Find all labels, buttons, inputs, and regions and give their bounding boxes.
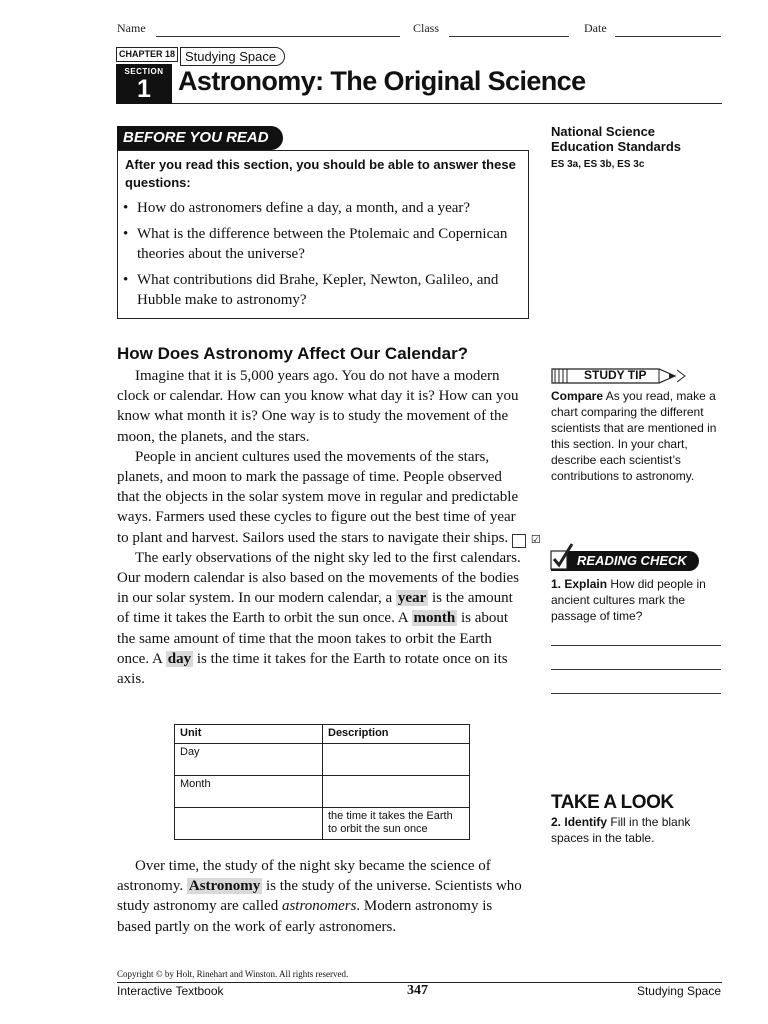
paragraph-text: is the study of the universe. Scientists who study astronomy are called	[117, 878, 522, 915]
paragraph-text: Imagine that it is 5,000 years ago. You do not have a modern clock or calendar. How can you know what day it is? How can you know what month it is? One way is to study the movement of the moon, the planets, and the stars.	[117, 368, 519, 445]
title-rule	[172, 103, 722, 104]
table-header: Unit	[175, 725, 323, 744]
vocab-month: month	[413, 610, 456, 627]
study-tip-lead: Compare	[551, 389, 604, 403]
footer-right: Studying Space	[636, 984, 721, 998]
table-cell: Month	[175, 776, 323, 808]
paragraph-text: Over time, the study of the night sky became the science of astronomy.	[117, 858, 491, 895]
reading-check-tab: READING CHECK	[551, 551, 699, 571]
paragraph-text: . Modern astronomy is based partly on the work of early astronomers.	[117, 898, 493, 935]
take-a-look-lead: Identify	[564, 815, 608, 829]
vocab-year: year	[397, 590, 427, 607]
section-heading: How Does Astronomy Affect Our Calendar?	[117, 344, 469, 363]
paragraph	[117, 856, 527, 937]
answer-line[interactable]	[551, 669, 721, 670]
standards-codes: ES 3a, ES 3b, ES 3c	[551, 159, 645, 170]
reading-check-number: 1.	[551, 577, 562, 591]
paragraph	[117, 366, 527, 447]
table-row	[175, 808, 470, 840]
section-badge	[116, 64, 172, 104]
paragraph-text: People in ancient cultures used the movements of the stars, planets, and moon to mark the passage of time. People observed that the objects in the solar system move in regular and predictable ways. Farmers used these cycles to figure out the best time of year to plant and harvest. Sailors used the stars to navigate their ships.	[117, 448, 519, 546]
chapter-label: CHAPTER 18	[116, 47, 178, 62]
answer-line[interactable]	[551, 693, 721, 694]
checkmark-icon	[548, 541, 576, 571]
reading-check-body: How did people in ancient cultures mark the passage of time?	[551, 577, 706, 623]
emphasis-astronomers: astronomers	[281, 898, 357, 915]
take-a-look-text	[551, 814, 721, 846]
question-item: • What is the difference between the Ptolemaic and Copernican theories about the universe?	[123, 224, 523, 264]
paragraph-text: is the amount of time it takes the Earth to orbit the sun once. A	[117, 590, 513, 627]
copyright: Copyright © by Holt, Rinehart and Winston. All rights reserved.	[117, 969, 349, 979]
table-header: Description	[323, 725, 470, 744]
question-item: • What contributions did Brahe, Kepler, Newton, Galileo, and Hubble make to astronomy?	[123, 270, 523, 310]
before-you-read-questions	[123, 198, 523, 316]
question-item: • How do astronomers define a day, a month, and a year?	[123, 198, 523, 218]
answer-line[interactable]	[551, 645, 721, 646]
section-label: SECTION	[124, 67, 164, 76]
date-field[interactable]	[615, 36, 721, 37]
study-tip-text	[551, 388, 721, 484]
study-tip-label: STUDY TIP	[584, 368, 647, 382]
table-cell: the time it takes the Earth to orbit the sun once	[323, 808, 470, 840]
paragraph-text: is the time it takes for the Earth to rotate once on its axis.	[117, 650, 508, 688]
paragraph	[117, 548, 527, 689]
before-you-read-tab: BEFORE YOU READ	[117, 126, 283, 150]
reading-check-lead: Explain	[564, 577, 608, 591]
table-cell-input[interactable]	[323, 744, 470, 776]
reading-check-text	[551, 576, 721, 624]
body-text-1	[117, 366, 541, 689]
vocab-astronomy: Astronomy	[188, 878, 261, 895]
date-label: Date	[584, 21, 607, 35]
table-cell-input[interactable]	[323, 776, 470, 808]
chapter-title: Studying Space	[180, 47, 285, 66]
class-label: Class	[413, 21, 440, 35]
table-row	[175, 744, 470, 776]
table-row	[175, 776, 470, 808]
class-field[interactable]	[449, 36, 569, 37]
footer-left: Interactive Textbook	[117, 984, 224, 998]
standards-title: National Science Education Standards	[551, 124, 682, 154]
name-field[interactable]	[156, 36, 400, 37]
take-a-look-title: TAKE A LOOK	[551, 792, 674, 813]
paragraph-text: The early observations of the night sky led to the first calendars. Our modern calendar is also based on the movements of the bodies in our solar system. In our modern calendar, a	[117, 549, 521, 607]
vocab-day: day	[167, 650, 192, 667]
study-tip-tab	[551, 367, 691, 385]
page-number: 347	[407, 983, 428, 998]
paragraph	[117, 447, 541, 548]
section-number: 1	[137, 75, 151, 103]
take-a-look-body: Fill in the blank spaces in the table.	[551, 815, 691, 845]
paragraph-text: is about the same amount of time that the moon takes to orbit the Earth once. A	[117, 610, 509, 667]
reading-check-icon: ☑	[512, 534, 526, 548]
units-table	[174, 724, 470, 840]
page-title: Astronomy: The Original Science	[178, 66, 586, 96]
body-text-2	[117, 856, 527, 937]
table-cell-input[interactable]	[175, 808, 323, 840]
before-you-read-intro: After you read this section, you should be able to answer these questions:	[125, 157, 516, 190]
study-tip-body: As you read, make a chart comparing the different scientists that are mentioned in this section. In your chart, describe each scientist’s contributions to astronomy.	[551, 389, 717, 483]
take-a-look-number: 2.	[551, 815, 562, 829]
name-label: Name	[117, 21, 146, 35]
table-cell: Day	[175, 744, 323, 776]
